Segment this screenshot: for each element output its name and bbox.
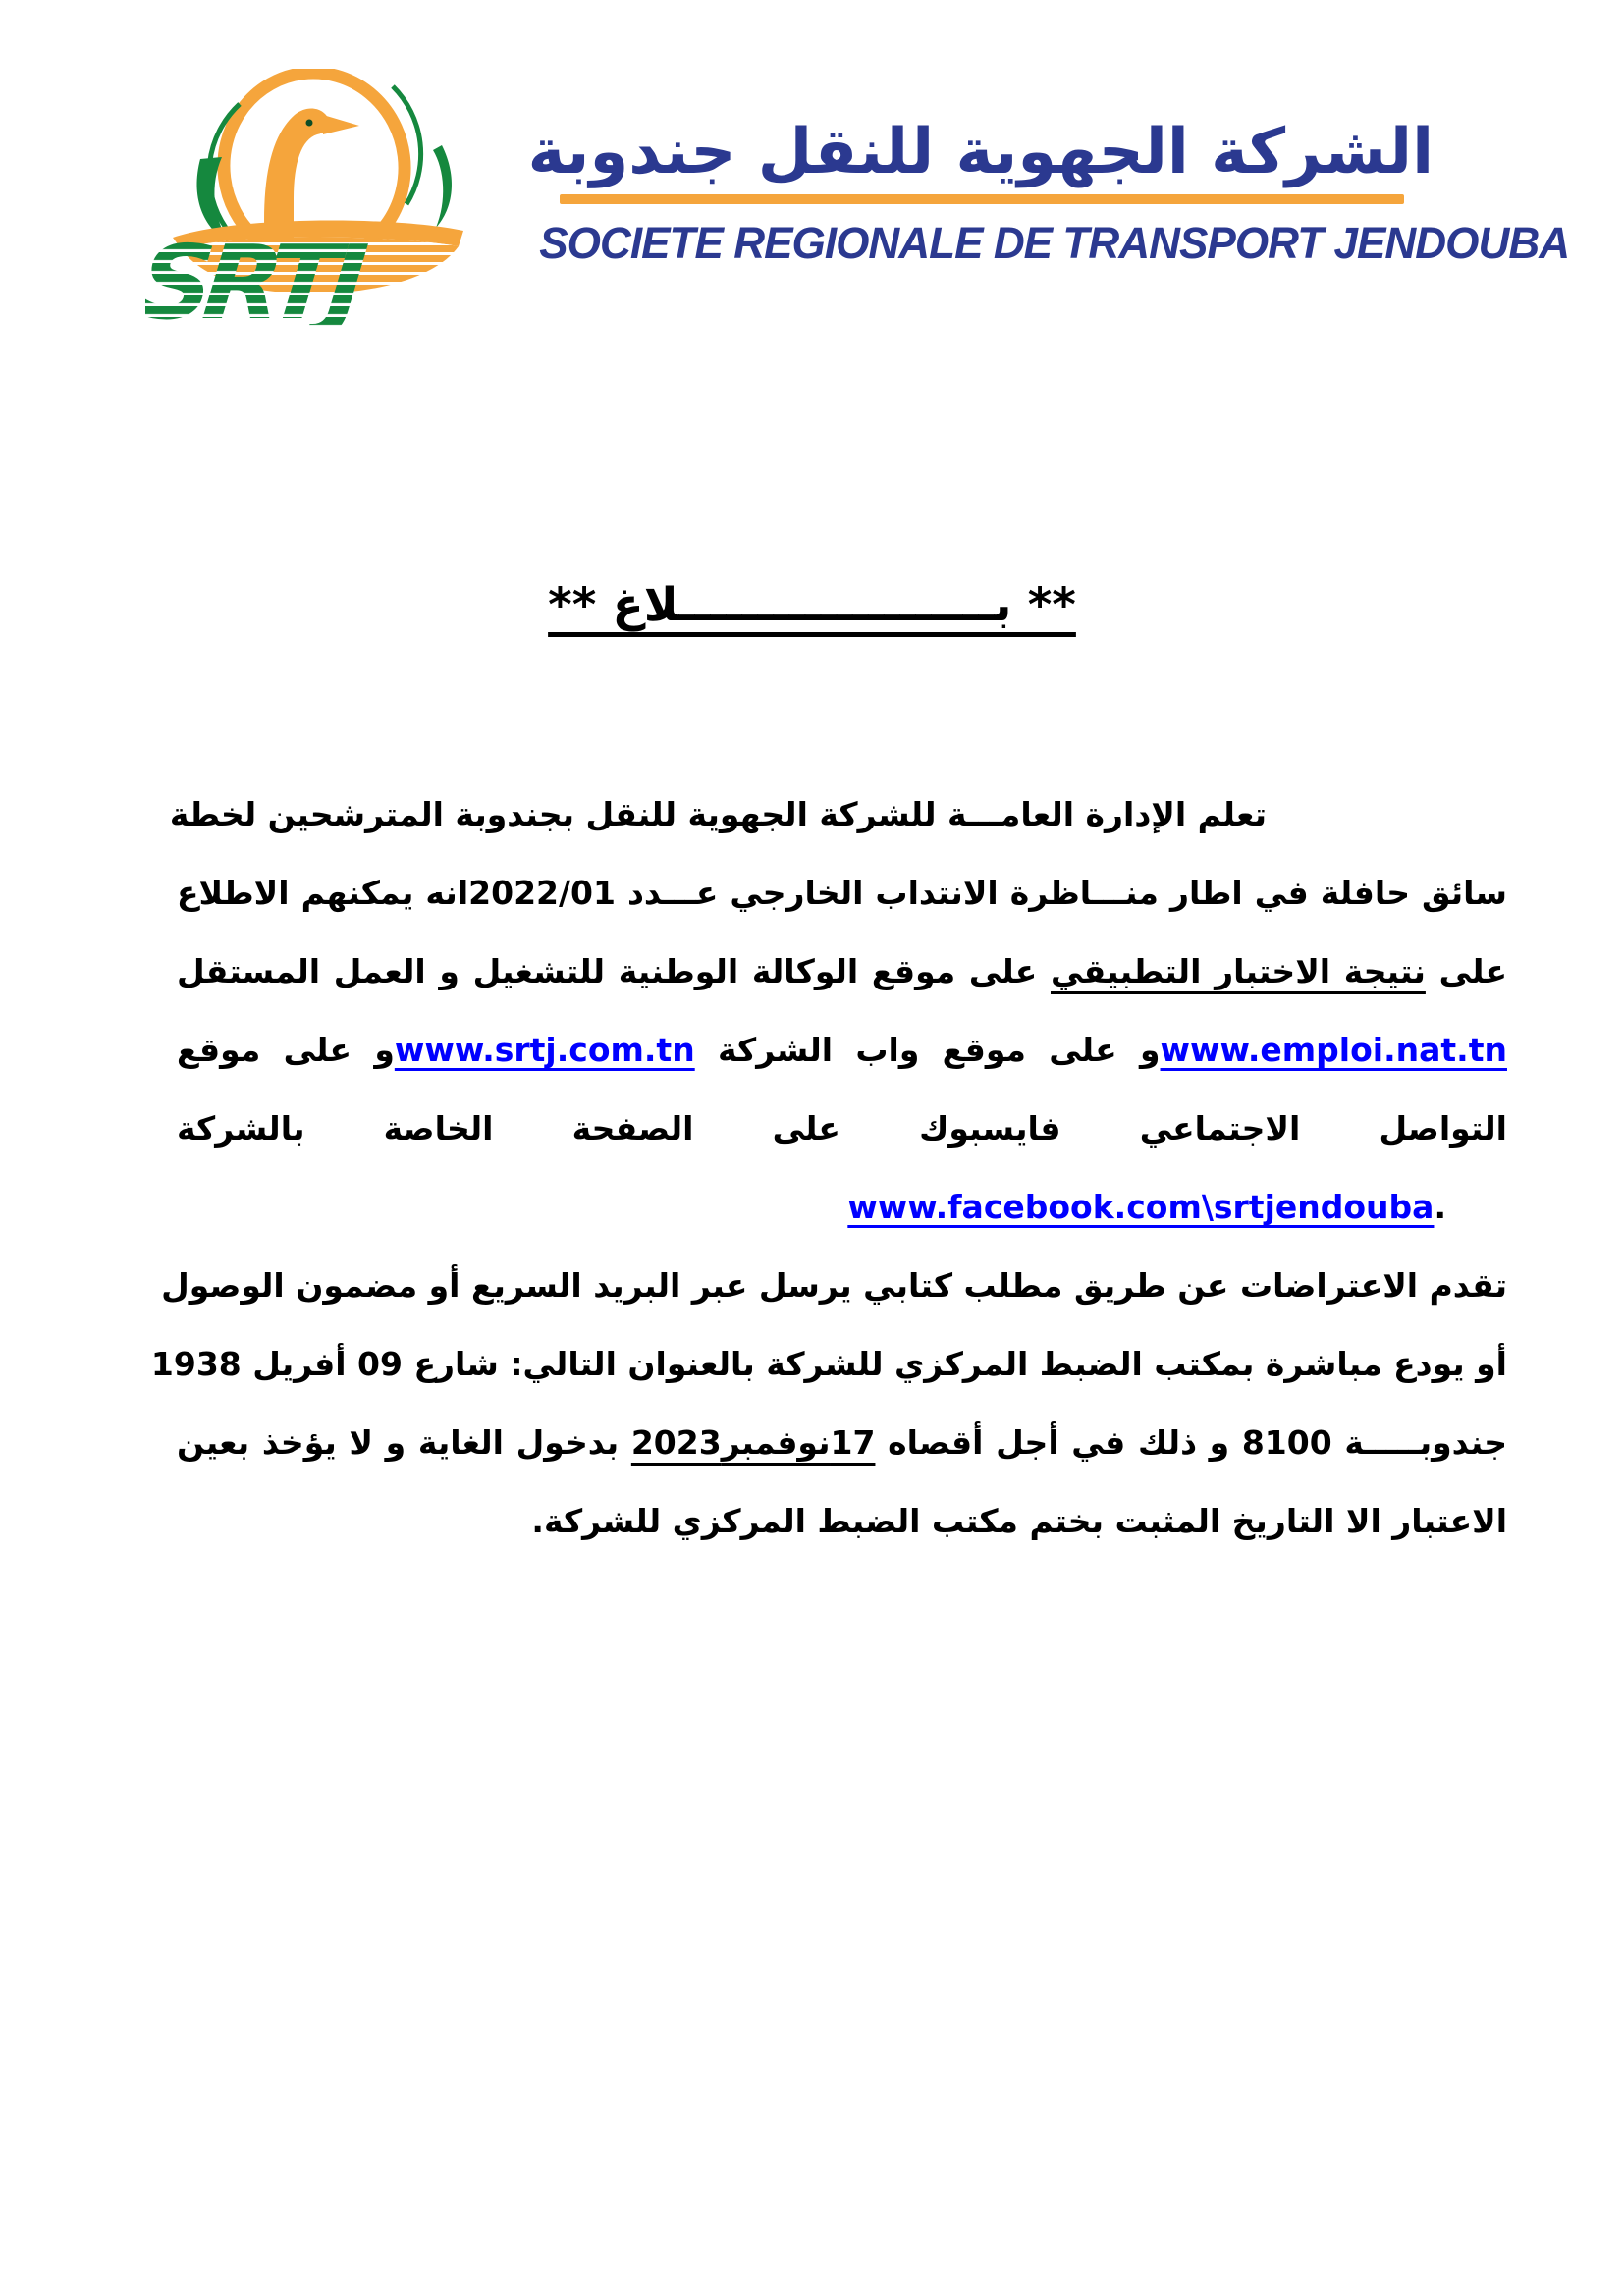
- text-run: .: [1434, 1188, 1446, 1226]
- srtj-bird-logo-icon: [145, 69, 495, 326]
- body-line: [177, 1090, 1507, 1168]
- company-logo: [145, 69, 495, 326]
- hyperlink[interactable]: www.emploi.nat.tn: [1160, 1031, 1507, 1069]
- text-run: بدخول الغاية و لا يؤخذ بعين: [177, 1423, 631, 1462]
- swan-beak: [323, 115, 359, 134]
- body-line: [177, 1168, 1507, 1247]
- text-run: أو يودع مباشرة بمكتب الضبط المركزي للشركة بالعنوان التالي: شارع 09 أفريل 1938: [150, 1345, 1507, 1383]
- body-text: [150, 775, 1507, 1561]
- text-run: الاعتبار الا التاريخ المثبت بختم مكتب الضبط المركزي للشركة.: [531, 1502, 1507, 1540]
- paragraph: [169, 775, 1507, 1247]
- hyperlink[interactable]: www.srtj.com.tn: [394, 1031, 695, 1069]
- text-run: جندوبـــــة 8100 و ذلك في أجل أقصاه: [875, 1423, 1507, 1462]
- text-run: و على موقع: [177, 1031, 395, 1069]
- text-run: على: [1425, 952, 1507, 990]
- body-line: [169, 775, 1507, 854]
- company-name-french: SOCIETE REGIONALE DE TRANSPORT JENDOUBA: [539, 218, 1570, 269]
- company-name-arabic: الشركة الجهوية للنقل جندوبة: [527, 116, 1434, 188]
- orange-divider-bar: [560, 194, 1404, 204]
- swan-eye: [306, 120, 313, 127]
- company-header: [527, 116, 1570, 269]
- green-flame-right: [433, 145, 452, 228]
- underlined-text-run: نتيجة الاختبار التطبيقي: [1050, 952, 1426, 990]
- bulletin-title-text: ** بــــــــــــــــــــلاغ **: [548, 578, 1076, 632]
- underlined-text-run: 17نوفمبر2023: [630, 1423, 876, 1462]
- text-run: على موقع الوكالة الوطنية للتشغيل و العمل المستقل: [177, 952, 1051, 990]
- hyperlink[interactable]: www.facebook.com\srtjendouba: [847, 1188, 1435, 1226]
- logo-srtj-text: SRTJ: [145, 223, 363, 326]
- body-line: [177, 1482, 1507, 1561]
- text-run: سائق حافلة في اطار منـــاظرة الانتداب الخارجي عـــدد 2022/01انه يمكنهم الاطلاع: [177, 874, 1507, 912]
- text-run: تقدم الاعتراضات عن طريق مطلب كتابي يرسل عبر البريد السريع أو مضمون الوصول: [161, 1266, 1507, 1305]
- paragraph: [150, 1247, 1507, 1561]
- body-line: [177, 1011, 1507, 1090]
- text-run: التواصل الاجتماعي فايسبوك على الصفحة الخاصة بالشركة: [177, 1109, 1507, 1148]
- body-line: [150, 1325, 1507, 1404]
- body-line: [177, 933, 1507, 1011]
- body-line: [177, 1404, 1507, 1482]
- text-run: تعلم الإدارة العامـــة للشركة الجهوية للنقل بجندوبة المترشحين لخطة: [169, 795, 1267, 833]
- body-line: [177, 854, 1507, 933]
- bulletin-title: [0, 561, 1624, 650]
- body-line: [161, 1247, 1507, 1325]
- text-run: و على موقع واب الشركة: [694, 1031, 1161, 1069]
